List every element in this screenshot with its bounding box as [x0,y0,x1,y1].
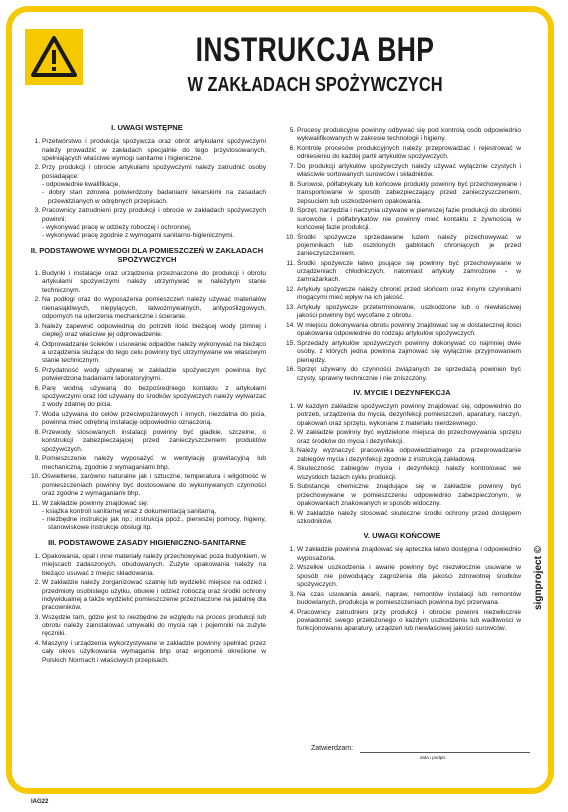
list-item: 3. Należy wyznaczyć pracownika odpowiedzialnego za przeprowadzanie zabiegów mycia i dezynfekcji zgodnie z instrukcją zakładową. [297,447,521,464]
list-item: 4. Skuteczność zabiegów mycia i dezynfekcji należy kontrolować we wszystkich fazach cyklu produkcji. [297,465,521,482]
list-item: 9. Sprzęt, narzędzia i naczynia używane w pierwszej fazie produkcji do obróbki surowców i półfabrykatów nie powinny mieć kontaktu z żywnością w końcowej fazie produkcji. [297,207,521,232]
sub-list-item: - książka kontroli sanitarnej wraz z dokumentacją sanitarną, [42,507,217,515]
signature-line [360,752,530,753]
list-item: 5. Przydatność wody używanej w zakładzie spożywczym powinna być potwierdzona badaniami laboratoryjnymi. [42,367,266,384]
list-item: 8. Przewody stosowanych instalacji powinny być gładkie, szczelne, o konstrukcji zabezpieczającej przed zanieczyszczeniem produktów spożywczych. [42,429,266,454]
list-item: 9. Pomieszczenie należy wyposażyć w wentylację grawitacyjną lub mechaniczną, zgodnie z wymaganiami bhp. [42,455,266,472]
list-item: 15. Sprzedaży artykułów spożywczych powinny dokonywać co najmniej dwie osoby, z których jedna powinna zajmować się wyłącznie przyjmowaniem pieniędzy. [297,340,521,365]
list-item: 5. Procesy produkcyjne powinny odbywać się pod kontrolą osób odpowiednio wykwalifikowanych w zakresie technologii i higieny. [297,127,521,144]
list-item [42,500,266,533]
signature-note: data i podpis [420,755,446,760]
list-item: 2. Wszelkie uszkodzenia i awarie powinny być niezwłocznie usuwane w sposób nie powodujący zagrożenia dla jakości zdrowotnej środków spożywczych. [297,564,521,589]
sub-list-item: - wykonywać pracę w odzieży roboczej i ochronnej, [42,223,192,231]
list-item-text: Przy produkcji i obrocie artykułami spożywczymi należy zatrudnić osoby posiadające: [42,164,266,180]
section-1-list [28,138,266,240]
sub-list [42,224,266,241]
list-item: 13. Artykuły spożywcze przeterminowane, uszkodzone lub o niewłaściwej jakości powinny być wycofane z obrotu. [297,304,521,321]
approval-label: Zatwierdzam: [311,745,354,752]
list-item: 7. Woda używana do celów przeciwpożarowych i innych, niezdatna do picia, powinna mieć odrębną instalację odpowiednio oznaczoną. [42,411,266,428]
list-item: 6. Kontrolę procesów produkcyjnych należy przeprowadzać i rejestrować w odniesieniu do każdej partii artykułów spożywczych. [297,145,521,162]
list-item: 3. Należy zapewnić odpowiednią do potrzeb ilość bieżącej wody (zimnej i ciepłej) oraz właściwe jej odprowadzenie. [42,323,266,340]
list-item: 2. W zakładzie należy zorganizować szatnię lub wydzielić miejsce na odzież i przedmioty osobistego użytku, obuwie i odzież roboczą oraz środki ochrony indywidualnej a także wydzielić pomieszczenie przeznaczone na jadalnię dla pracowników. [42,579,266,612]
list-item: 4. Maszyny i urządzenia wykorzystywane w zakładzie powinny spełniać przez cały okres użytkowania wymagania bhp oraz ergonomii określone w Polskich Normach i właściwych przepisach. [42,640,266,665]
list-item: 1. Przetwórstwo i produkcja spożywcza oraz obrót artykułami spożywczymi należy prowadzić w zakładach specjalnie do tego przystosowanych, spełniających właściwe wymogi sanitarne i higieniczne. [42,138,266,163]
list-item-text: Pracownicy zatrudnieni przy produkcji i obrocie w zakładach spożywczych powinni: [42,207,266,223]
list-item: 4. Pracownicy zatrudnieni przy produkcji i obrocie powinni niezwłocznie powiadomić swego przełożonego o każdym uszkodzeniu lub wadliwości w funkcjonowaniu aparatury, urządzeń lub niewłaściwej jakości surowców. [297,609,521,634]
list-item: 7. Do produkcji artykułów spożywczych należy używać wyłącznie czystych i właściwie sortowanych surowców i składników. [297,163,521,180]
section-3-list-part-2 [283,127,521,383]
list-item: 1. Opakowania, opał i inne materiały należy przechowywać poza budynkiem, w miejscach zadaszonych, obudowanych. Zużyte opakowania należy na bieżąco usuwać z miejsc składowania. [42,553,266,578]
list-item: 8. Surowce, półfabrykaty lub końcowe produkty powinny być przechowywane i transportowane w sposób zabezpieczający przed zanieczyszczeniem, zepsuciem lub uszkodzeniem opakowania. [297,181,521,206]
section-heading-2: II. PODSTAWOWE WYMOGI DLA POMIESZCZEŃ W ZAKŁADACH SPOŻYWCZYCH [30,245,264,264]
sub-list-item: - niezbędne instrukcje jak np.: instrukcja ppoż., pierwszej pomocy, higieny, stanowiskowe instrukcje obsługi itp. [42,516,266,532]
product-code: IAG22 [31,799,49,805]
sub-list [42,508,266,533]
list-item [42,207,266,240]
list-item: 6. W zakładzie należy stosować skuteczne środki ochrony przed dostępem szkodników. [297,510,521,527]
list-item: 14. W miejscu dokonywania obrotu powinny znajdować się w dostatecznej ilości opakowania odpowiednie do rodzaju artykułów spożywczych. [297,322,521,339]
section-heading-4: IV. MYCIE I DEZYNFEKCJA [353,387,451,397]
section-heading-1: I. UWAGI WSTĘPNE [111,123,183,132]
list-item: 3. Na czas usuwania awarii, napraw, remontów instalacji lub remontów budowlanych, produkcja w pomieszczeniach powinna być przerwana. [297,591,521,608]
section-heading-5: V. UWAGI KOŃCOWE [363,531,441,541]
list-item: 2. W zakładzie powinny być wydzielone miejsca do przechowywania sprzętu oraz środków do mycia i dezynfekcji. [297,429,521,446]
section-3-list-part-1 [28,553,266,665]
list-item: 5. Substancje chemiczne znajdujące się w zakładzie powinny być przechowywane w pomieszczeniu odpowiednio zabezpieczonym, w opakowaniach znakowanych w sposób widoczny. [297,483,521,508]
list-item: 6. Parę wodną używaną do bezpośredniego kontaktu z artykułami spożywczymi oraz lód używany do środków spożywczych należy wytwarzać z wody zdatnej do picia. [42,385,266,410]
section-heading-3: III. PODSTAWOWE ZASADY HIGIENICZNO-SANITARNE [48,537,246,547]
warning-icon [25,29,83,85]
list-item: 12. Artykuły spożywcze należy chronić przed słońcem oraz innymi czynnikami mogącymi mieć wpływ na ich jakość. [297,286,521,303]
list-item-text: W zakładzie powinny znajdować się: [42,499,149,507]
right-column [283,127,521,635]
list-item: 16. Sprzęt używany do czynności związanych ze sprzedażą powinien być czysty, sprawny technicznie i nie zniszczony. [297,366,521,383]
sub-list-item: - odpowiednie kwalifikacje, [42,181,121,189]
list-item: 4. Odprowadzanie ścieków i usuwanie odpadów należy wykonywać na bieżąco a urządzenia służące do tego celu powinny być utrzymywane we właściwym stanie technicznym. [42,341,266,366]
list-item: 10. Oświetlenie, zarówno naturalne jak i sztuczne, temperatura i wilgotność w pomieszczeniach powinny być dostosowane do wykonywanych czynności oraz zgodne z wymaganiami bhp. [42,473,266,498]
brand-mark: signproject © [533,545,544,610]
section-2-list [28,270,266,533]
list-item: 1. W każdym zakładzie spożywczym powinny znajdować się, odpowiednio do potrzeb, urządzenia do mycia, dezynfekcji pomieszczeń, aparatury, naczyń, opakowań oraz sprzętu, wykonane z materiału nierdzewnego. [297,403,521,428]
list-item: 1. W zakładzie powinna znajdować się apteczka łatwo dostępna i odpowiednio wyposażona. [297,546,521,563]
list-item: 10. Środki spożywcze sprzedawane luzem należy przechowywać w pojemnikach lub oszklonych gablotach chroniących je przed zanieczyszczeniem. [297,234,521,259]
document-subtitle: W ZAKŁADACH SPOŻYWCZYCH [187,74,443,96]
list-item [42,164,266,205]
sub-list-item: - wykonywać pracę zgodnie z wymogami sanitarno-higienicznymi. [42,232,235,240]
list-item: 1. Budynki i instalacje oraz urządzenia przeznaczone do produkcji i obrotu artykułami spożywczymi należy utrzymywać w należytym stanie technicznym. [42,270,266,295]
list-item: 2. Na podłogi oraz do wyposażenia pomieszczeń należy używać materiałów nienasiąkliwych, niepylących, łatwozmywalnych, antypoślizgowych, odpornych na uderzenia mechaniczne i ścieranie. [42,296,266,321]
left-column [28,118,266,666]
list-item: 11. Środki spożywcze łatwo psujące się powinny być przechowywane w urządzeniach chłodniczych, natomiast artykuły zamrożone - w zamrażarkach. [297,260,521,285]
section-5-list [283,546,521,633]
document-title: INSTRUKCJA BHP [195,31,435,69]
sub-list-item: - dobry stan zdrowia potwierdzony badaniami lekarskimi na zasadach przewidzianych w odrębnych przepisach. [42,189,266,205]
sub-list [42,181,266,206]
list-item: 3. Wszędzie tam, gdzie jest to niezbędne ze względu na proces produkcji lub obrotu należy zainstalować umywalki do mycia rąk i pojemniki na zużyte ręczniki. [42,614,266,639]
section-4-list [283,403,521,526]
